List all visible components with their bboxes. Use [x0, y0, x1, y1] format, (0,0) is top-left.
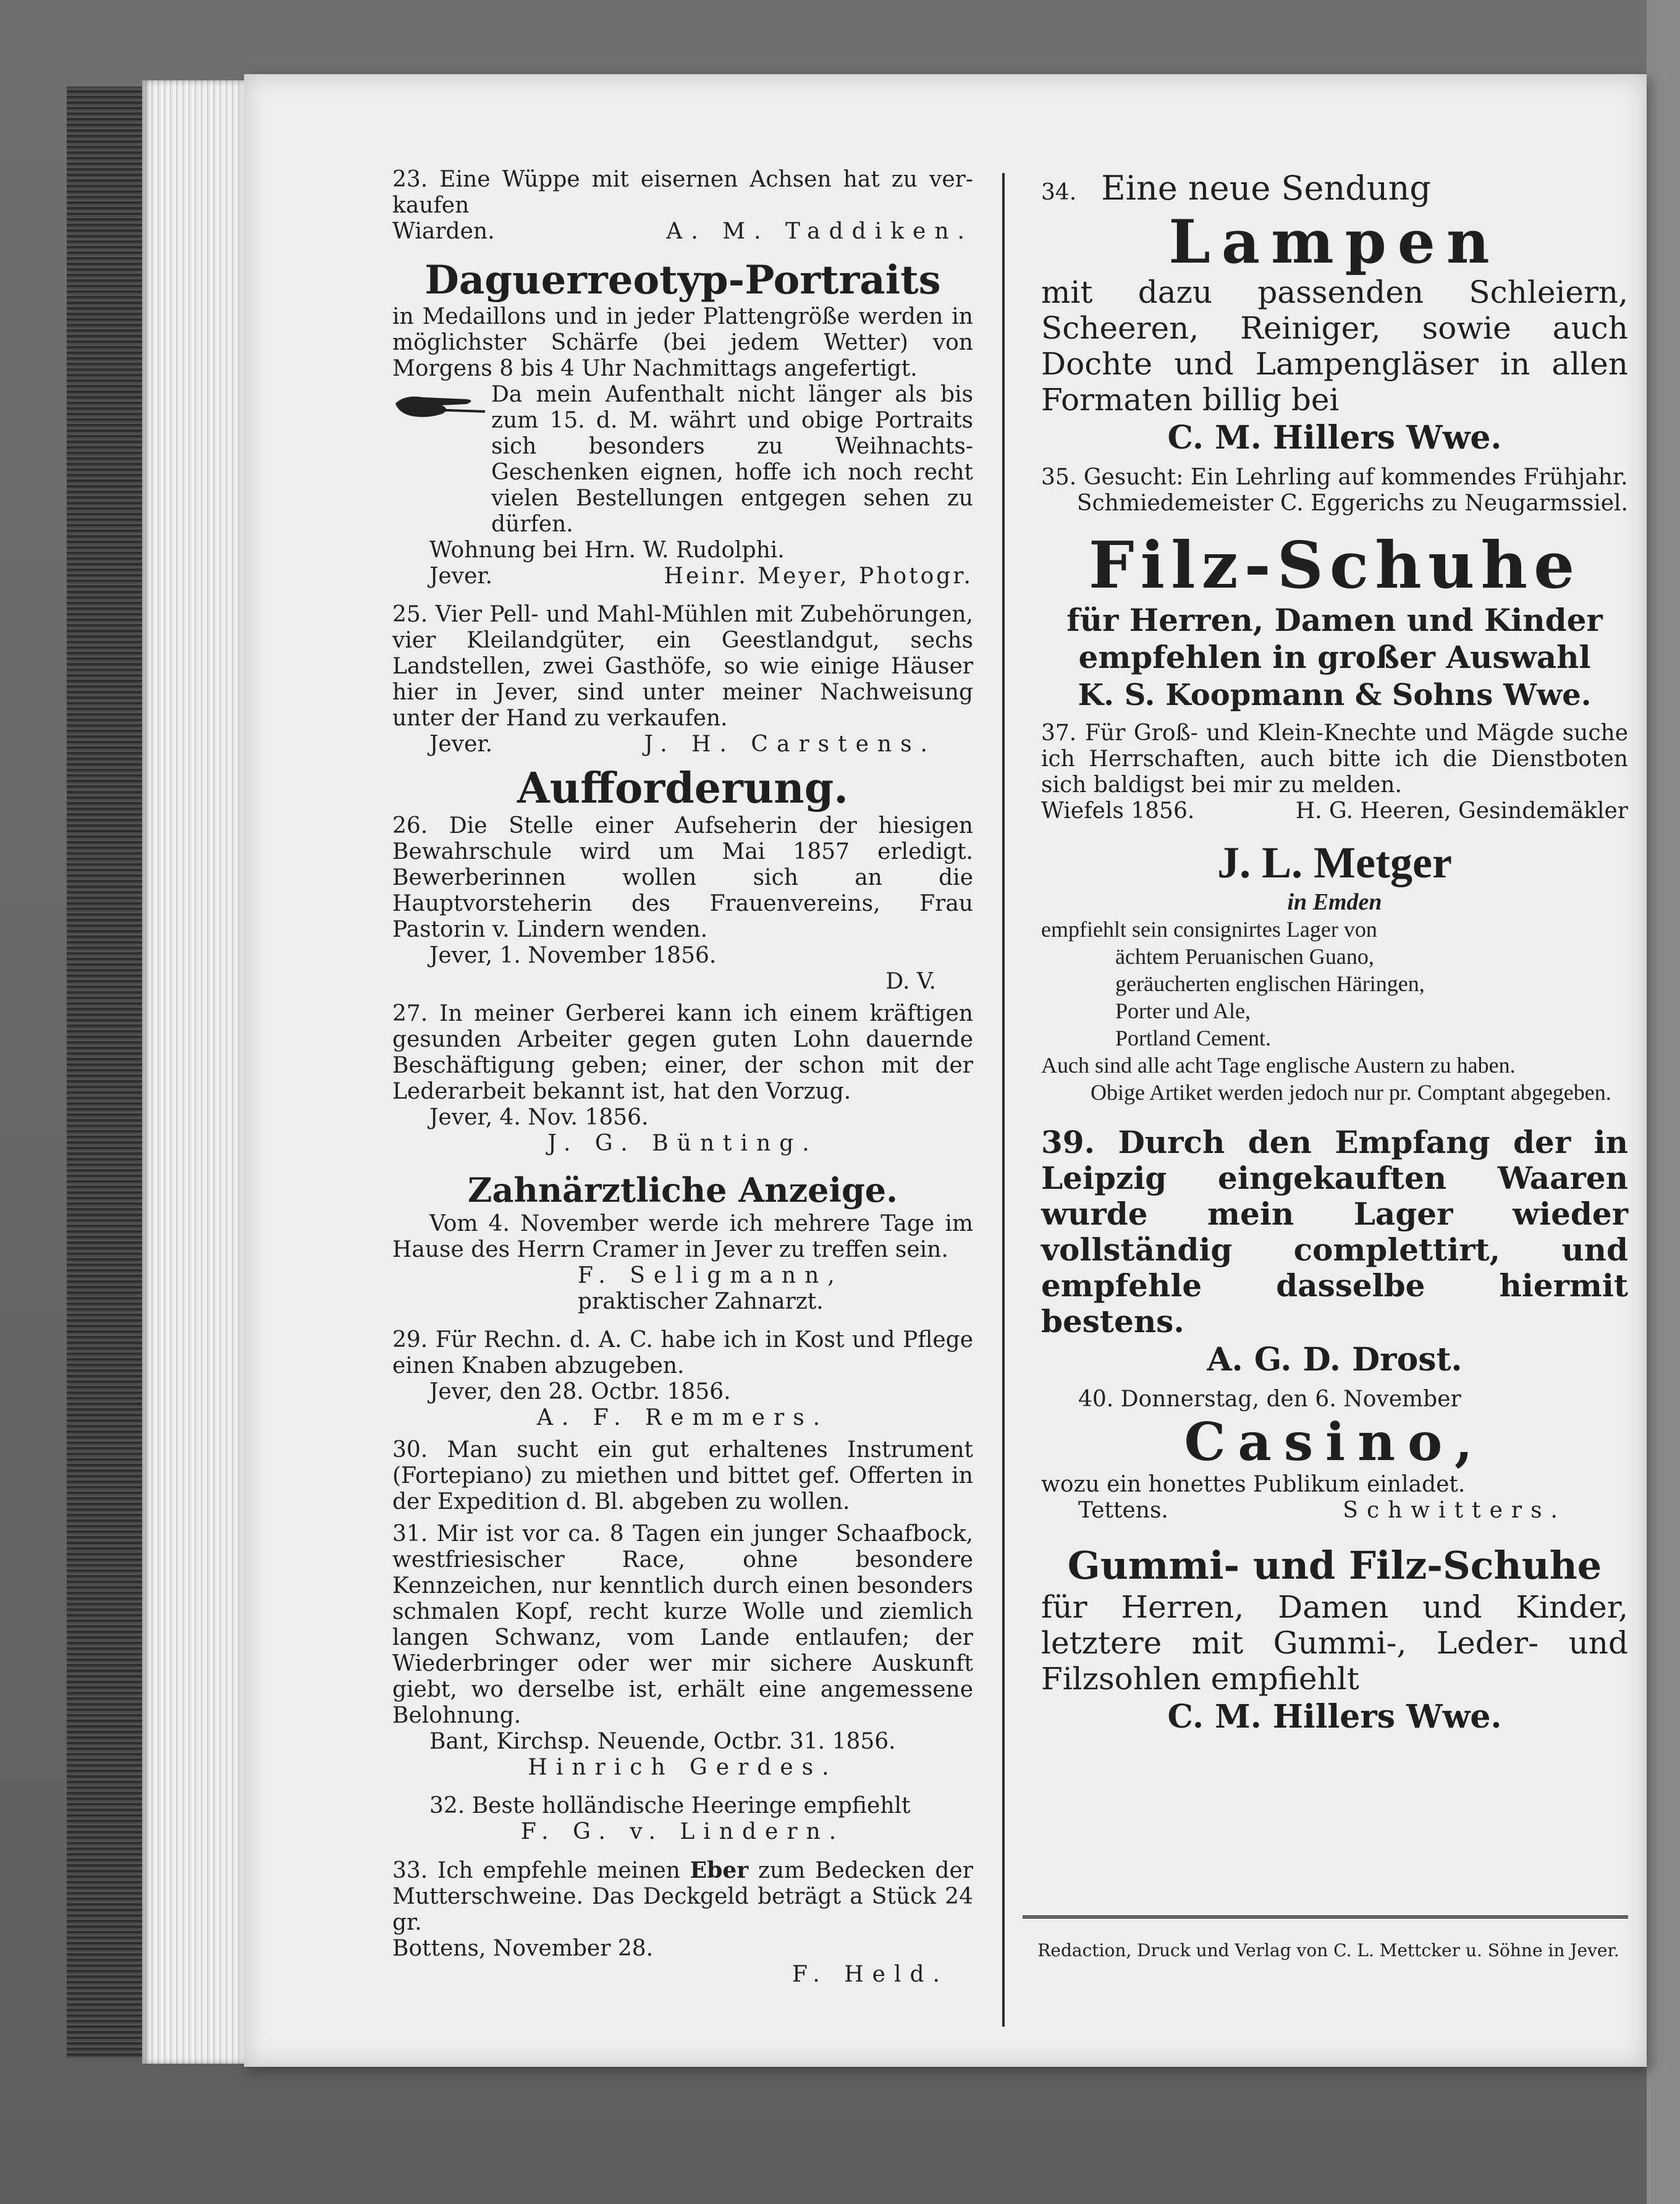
- ad-gummi-filz: [1041, 1542, 1628, 1737]
- ad-date: Jever, 4. Nov. 1856.: [429, 1105, 649, 1130]
- ad-line: Portland Cement.: [1115, 1026, 1271, 1050]
- ad-text: [392, 1857, 973, 1936]
- ad-text: 39. Durch den Empfang der in Leipzig eingekauften Waaren wurde mein Lager wieder vollständig complettirt, und empfehle dasselbe hiermit bestens.: [1041, 1124, 1628, 1340]
- ad-line: Auch sind alle acht Tage englische Austern zu haben.: [1041, 1053, 1516, 1078]
- ad-text: mit dazu passenden Schleiern, Scheeren, Reiniger, sowie auch Dochte und Lampengläser in allen Formaten billig bei: [1041, 274, 1628, 418]
- ad-text: für Herren, Damen und Kinder, letztere mit Gummi-, Leder- und Filzsohlen empfiehlt: [1041, 1589, 1628, 1697]
- ad-signature-row: [392, 219, 973, 245]
- ad-text: 35. Gesucht: Ein Lehrling auf kommendes Frühjahr.: [1041, 465, 1628, 490]
- ad-signature-row: [1041, 798, 1628, 824]
- ad-signature: A. G. D. Drost.: [1207, 1341, 1463, 1379]
- ad-line1: 40. Donnerstag, den 6. November: [1078, 1387, 1461, 1412]
- ad-signature: J. H. Carstens.: [644, 732, 936, 757]
- ad-line: ächtem Peruanischen Guano,: [1115, 944, 1374, 969]
- ad-text: Vom 4. November werde ich mehrere Tage im Hause des Herrn Cramer in Jever zu treffen sein.: [392, 1211, 973, 1262]
- ad-title: Casino,: [1184, 1411, 1485, 1472]
- ad-signature: K. S. Koopmann & Sohns Wwe.: [1078, 678, 1592, 712]
- ad-title: Daguerreotyp-Portraits: [424, 257, 941, 303]
- ad-filz-schuhe: [1041, 529, 1628, 714]
- ad-26: [392, 764, 973, 995]
- ad-place: Jever.: [429, 564, 493, 589]
- ad-signature: Heinr. Meyer, Photogr.: [664, 564, 973, 589]
- ad-text: 23. Eine Wüppe mit eisernen Achsen hat zu ver-kaufen: [392, 167, 973, 218]
- ad-text: 26. Die Stelle einer Aufseherin der hiesigen Bewahrschule wird um Mai 1857 erledigt. Bewerberinnen wollen sich an die Hauptvorsteherin des Frauenvereins, Frau Pastorin v. Lindern wenden.: [392, 813, 973, 942]
- ad-27: [392, 1001, 973, 1157]
- ad-signature: F. Held.: [792, 1962, 948, 1987]
- ad-line: geräucherten englischen Häringen,: [1115, 971, 1425, 996]
- ad-place: Wiefels 1856.: [1041, 798, 1195, 824]
- left-column: [392, 167, 973, 1988]
- ad-hand-row: [392, 382, 973, 538]
- ad-33: [392, 1857, 973, 1988]
- ad-signature: F. G. v. Lindern.: [520, 1819, 845, 1844]
- ad-34: [1041, 167, 1628, 458]
- ad-text: 32. Beste holländische Heeringe empfiehlt: [429, 1793, 911, 1818]
- ad-title: Zahnärztliche Anzeige.: [468, 1170, 898, 1210]
- ad-date: Jever, 1. November 1856.: [429, 943, 717, 968]
- ad-signature: Hinrich Gerdes.: [528, 1755, 838, 1780]
- ad-37: [1041, 720, 1628, 824]
- ad-signature: Schwitters.: [1343, 1498, 1566, 1523]
- ad-signature: A. F. Remmers.: [536, 1405, 829, 1430]
- ad-text-highlight: Eber: [690, 1857, 749, 1883]
- ad-place: Tettens.: [1078, 1498, 1168, 1523]
- ad-line: Porter und Ale,: [1115, 999, 1251, 1023]
- ad-text: in Medaillons und in jeder Plattengröße werden in möglichster Schärfe (bei jedem Wetter) von Morgens 8 bis 4 Uhr Nachmittags angefertigt.: [392, 304, 973, 381]
- ad-signature-title: praktischer Zahnarzt.: [578, 1289, 824, 1314]
- imprint-footer: Redaction, Druck und Verlag von C. L. Mettcker u. Söhne in Jever.: [1037, 1940, 1619, 1961]
- ad-text-a: 33. Ich empfehle meinen: [392, 1858, 690, 1883]
- ad-text: 30. Man sucht ein gut erhaltenes Instrument (Fortepiano) zu miethen und bittet gef. Offerten in der Expedition d. Bl. abgeben zu wollen.: [392, 1437, 973, 1514]
- ad-number: 34.: [1041, 180, 1077, 205]
- ad-text-c: zum Bedecken der Mutterschweine. Das Deckgeld beträgt a Stück 24 gr.: [392, 1858, 973, 1935]
- ad-29: [392, 1327, 973, 1431]
- ad-subtitle: in Emden: [1287, 889, 1382, 915]
- ad-text: wozu ein honettes Publikum einladet.: [1041, 1472, 1466, 1497]
- ad-zahnarzt: [392, 1169, 973, 1315]
- ad-title: Filz-Schuhe: [1088, 527, 1581, 603]
- ad-signature: F. Seligmann,: [578, 1263, 843, 1288]
- ad-title: Aufforderung.: [517, 764, 848, 813]
- ad-40: [1041, 1387, 1628, 1524]
- ad-line: Obige Artiket werden jedoch nur pr. Comptant abgegeben.: [1091, 1080, 1611, 1105]
- ad-signature-row: [392, 564, 973, 589]
- pointing-hand-icon: [392, 382, 491, 425]
- ad-signature: C. M. Hillers Wwe.: [1167, 419, 1502, 457]
- ad-signature: Schmiedemeister C. Eggerichs zu Neugarmssiel.: [1076, 491, 1628, 516]
- ad-text: 31. Mir ist vor ca. 8 Tagen ein junger Schaafbock, westfriesischer Race, ohne besondere Kennzeichen, nur kenntlich durch einen besonders schmalen Kopf, recht kurze Wolle und ziemlich langen Schwanz, vom Lande entlaufen; der Wiederbringer oder wer mir sichere Auskunft giebt, wo derselbe ist, erhält eine angemessene Belohnung.: [392, 1521, 973, 1728]
- ad-metger: [1041, 837, 1628, 1106]
- ad-daguerreotyp: [392, 257, 973, 589]
- ad-30: [392, 1437, 973, 1515]
- ad-25: [392, 602, 973, 758]
- ad-place: Wiarden.: [392, 219, 495, 244]
- ad-address: Wohnung bei Hrn. W. Rudolphi.: [429, 538, 785, 563]
- ad-35: [1041, 465, 1628, 517]
- ad-title: Gummi- und Filz-Schuhe: [1067, 1543, 1602, 1588]
- ad-39: [1041, 1125, 1628, 1380]
- ad-23: [392, 167, 973, 245]
- ad-text: 27. In meiner Gerberei kann ich einem kräftigen gesunden Arbeiter gegen guten Lohn dauernde Beschäftigung geben; einer, der schon mit der Lederarbeit bekannt ist, hat den Vorzug.: [392, 1001, 973, 1104]
- page-edges: [142, 80, 253, 2064]
- right-column: [1041, 167, 1628, 1737]
- ad-date: Bant, Kirchsp. Neuende, Octbr. 31. 1856.: [429, 1729, 896, 1754]
- ad-31: [392, 1521, 973, 1781]
- ad-signature: H. G. Heeren, Gesindemäkler: [1295, 798, 1628, 824]
- ad-text: 37. Für Groß- und Klein-Knechte und Mägde suche ich Herrschaften, auch bitte ich die Dienstboten sich baldigst bei mir zu melden.: [1041, 720, 1628, 798]
- ad-signature: D. V.: [885, 969, 936, 994]
- footer-rule: [1023, 1915, 1628, 1919]
- ad-signature: J. G. Bünting.: [547, 1131, 818, 1156]
- ad-signature: C. M. Hillers Wwe.: [1167, 1698, 1502, 1736]
- ad-place: Jever.: [429, 732, 493, 757]
- ad-signature-row: [392, 732, 973, 758]
- ad-text: 29. Für Rechn. d. A. C. habe ich in Kost und Pflege einen Knaben abzugeben.: [392, 1327, 973, 1379]
- ad-title: J. L. Metger: [1217, 838, 1452, 887]
- ad-32: [392, 1793, 973, 1845]
- right-page-strip: [1647, 0, 1680, 2204]
- ad-line: empfiehlt sein consignirtes Lager von: [1041, 917, 1377, 942]
- ad-text: 25. Vier Pell- und Mahl-Mühlen mit Zubehörungen, vier Kleilandgüter, ein Geestlandgut, sechs Landstellen, zwei Gasthöfe, so wie einige Häuser hier in Jever, sind unter meiner Nachweisung unter der Hand zu verkaufen.: [392, 602, 973, 731]
- ad-date: Jever, den 28. Octbr. 1856.: [429, 1379, 731, 1404]
- ad-text-2: Da mein Aufenthalt nicht länger als bis zum 15. d. M. währt und obige Portraits sich besonders zu Weihnachts-Geschenken eignen, hoffe ich noch recht vielen Bestellungen entgegen sehen zu dürfen.: [491, 382, 973, 537]
- ad-line1: Eine neue Sendung: [1101, 169, 1431, 208]
- ad-title: Lampen: [1168, 207, 1501, 277]
- column-rule: [1002, 173, 1005, 2027]
- ad-headline-row: [1041, 167, 1628, 210]
- ad-signature-row: [1041, 1498, 1628, 1524]
- ad-date: Bottens, November 28.: [392, 1936, 654, 1961]
- ad-text: für Herren, Damen und Kinder empfehlen in großer Auswahl: [1066, 602, 1603, 675]
- ad-signature: A. M. Taddiken.: [666, 219, 973, 244]
- newspaper-page: [244, 74, 1647, 2067]
